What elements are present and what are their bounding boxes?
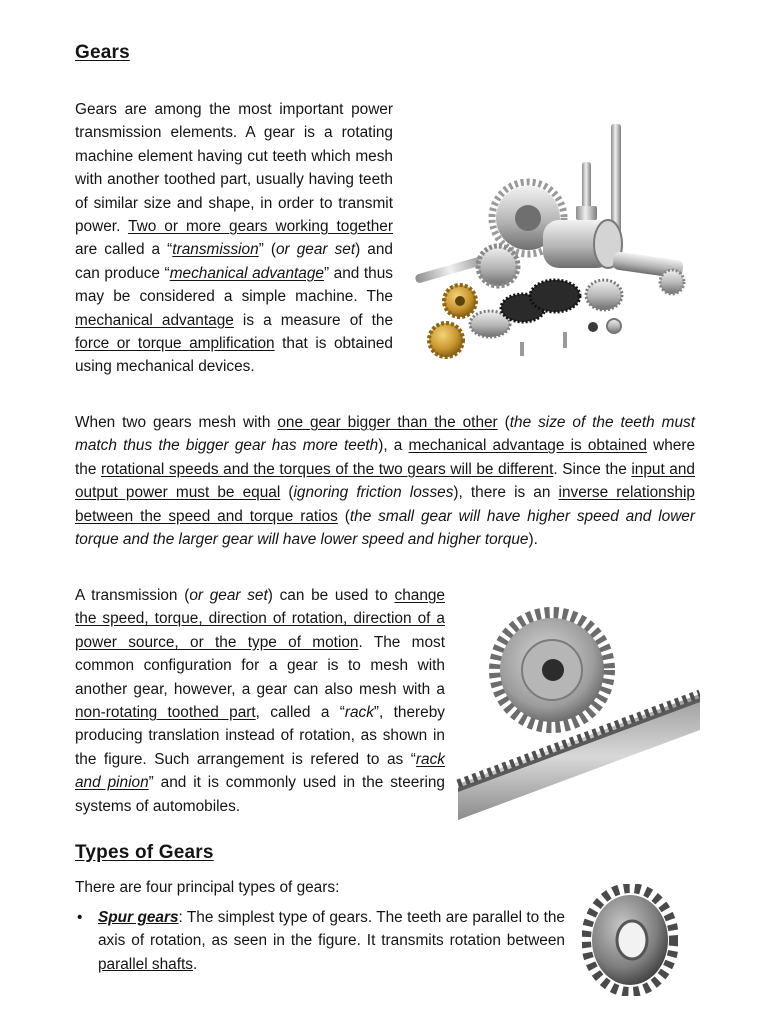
pin	[563, 332, 567, 348]
brass-bevel-gear	[429, 323, 463, 357]
page-title: Gears	[75, 42, 130, 63]
spur-gear-photo	[582, 884, 678, 996]
italic-phrase: ignoring friction losses	[293, 484, 454, 502]
text-run: ), a	[378, 437, 409, 455]
text-run: ” and it is commonly used in the steering systems of automobiles.	[75, 774, 445, 815]
brass-gear-hole	[455, 296, 465, 306]
underlined-italic-phrase: rack and pinion	[75, 750, 445, 792]
mesh-paragraph	[75, 411, 695, 551]
medium-gear	[478, 246, 518, 286]
text-run: ) and can produce “	[75, 241, 393, 282]
small-steel-gear	[607, 319, 621, 333]
gear-types-list	[75, 906, 565, 976]
text-run: ” and thus may be considered a simple machine. The	[75, 264, 393, 306]
gear-type-name: Spur gears	[98, 909, 179, 926]
text-run: is a measure of the	[233, 311, 394, 329]
pinion-bore	[542, 659, 564, 681]
underlined-italic-phrase: mechanical advantage	[169, 264, 324, 282]
text-run: that is obtained using mechanical devices.	[75, 335, 393, 376]
text-run: ) can be used to	[267, 587, 395, 604]
italic-phrase: or gear set	[189, 587, 268, 604]
underlined-phrase: parallel shafts	[98, 955, 193, 973]
text-run: Gears are among the most important power transmission elements. A gear is a rotating machine element having cut teeth which mesh with another toothed part, usually having teeth of similar size and shape, in order to transmit power.	[75, 101, 393, 236]
intro-paragraph	[75, 98, 393, 379]
text-run: (	[280, 484, 294, 502]
underlined-phrase: one gear bigger than the other	[277, 414, 498, 431]
italic-phrase: rack	[344, 704, 374, 722]
shaft-collar	[576, 206, 597, 220]
text-run: (	[337, 507, 350, 525]
small-gear	[660, 270, 684, 294]
text-run: , called a “	[255, 704, 345, 722]
text-run: ”, thereby producing translation instead of rotation, as shown in the figure. Such arrangement is refered to as “	[75, 704, 445, 768]
text-run: A transmission (	[75, 587, 190, 604]
bullet-icon: •	[77, 909, 83, 926]
underlined-phrase: rotational speeds and the torques of the two gears will be different	[101, 460, 554, 478]
underlined-italic-phrase: transmission	[172, 241, 259, 259]
underlined-phrase: non-rotating toothed part	[75, 704, 256, 722]
rack-paragraph	[75, 584, 445, 818]
spur-gear-small	[586, 280, 622, 310]
pin	[520, 342, 524, 356]
text-run: : The simplest type of gears. The teeth are parallel to the axis of rotation, as seen in the figure. It transmits rotation between	[98, 909, 565, 950]
text-run: ), there is an	[453, 484, 559, 502]
rack-and-pinion-photo	[456, 588, 700, 824]
text-run: When two gears mesh with	[75, 414, 278, 431]
text-run: (	[497, 414, 510, 431]
text-run: ” (	[258, 241, 276, 259]
text-run: . Since the	[553, 460, 632, 478]
underlined-phrase: change the speed, torque, direction of rotation, direction of a power source, or the type of motion	[75, 587, 445, 651]
text-run: where the	[75, 437, 696, 478]
text-run: .	[192, 955, 198, 973]
assorted-gears-photo	[408, 118, 698, 368]
black-bevel-gear	[530, 280, 580, 312]
text-run: . The most common configuration for a gear is to mesh with another gear, however, a gear can also mesh with a	[75, 633, 446, 698]
italic-phrase: or gear set	[276, 241, 356, 259]
types-heading: Types of Gears	[75, 842, 214, 863]
spur-gear-bore	[617, 921, 647, 959]
underlined-phrase: mechanical advantage	[75, 311, 234, 329]
list-item	[75, 906, 565, 976]
underlined-phrase: mechanical advantage is obtained	[408, 437, 647, 455]
text-run: are called a “	[75, 241, 173, 259]
italic-phrase: the size of the teeth must match thus the bigger gear has more teeth	[75, 414, 695, 455]
underlined-phrase: inverse relationship between the speed and torque ratios	[75, 484, 695, 525]
types-intro: There are four principal types of gears:	[75, 879, 340, 896]
small-black-gear	[588, 322, 598, 332]
underlined-phrase: input and output power must be equal	[75, 460, 695, 502]
text-run: ).	[528, 531, 538, 549]
underlined-phrase: force or torque amplification	[75, 335, 275, 353]
underlined-phrase: Two or more gears working together	[128, 218, 393, 236]
italic-phrase: the small gear will have higher speed and lower torque and the larger gear will have lower speed and higher torque	[75, 507, 695, 549]
gear-hub	[515, 205, 541, 231]
